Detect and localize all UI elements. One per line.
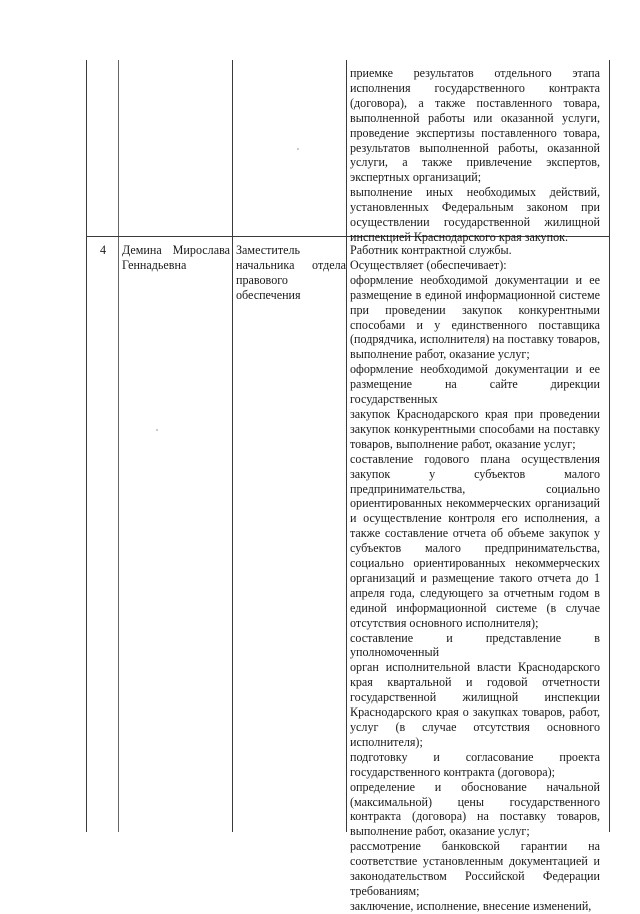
duties-line: результатов выполненной работы, оказанной: [350, 140, 600, 155]
duties-line: размещение в единой информационной системе: [350, 287, 600, 302]
duties-line: осуществлении государственной жилищной: [350, 215, 600, 230]
duties-line: государственной жилищной инспекции: [350, 690, 600, 705]
duties-line: соответствие установленным документацией и: [350, 854, 600, 869]
duties-line: и осуществление контроля его исполнения, а: [350, 511, 600, 526]
table-border-left: [86, 60, 87, 832]
duties-line: законодательством Российской Федерации: [350, 869, 600, 884]
table-border-num-name: [118, 60, 119, 832]
duties-line: выполненной работы или оказанной услуги,: [350, 110, 600, 125]
duties-line: предпринимательства, социально: [350, 481, 600, 496]
duties-line: исполнения государственного контракта: [350, 80, 600, 95]
employee-position: [236, 243, 346, 303]
duties-line: заключение, исполнение, внесение изменений,: [350, 898, 592, 913]
duties-line: рассмотрение банковской гарантии на: [350, 839, 600, 854]
duties-line: апреля года, следующего за отчетным годом в: [350, 585, 600, 600]
duties-line: выполнение иных необходимых действий,: [350, 185, 600, 200]
duties-line: отсутствия основного исполнителя);: [350, 615, 539, 630]
duties-line: экспертных организаций;: [350, 170, 482, 185]
duties-line: услуги, а также привлечение экспертов,: [350, 155, 600, 170]
duties-line: Осуществляет (обеспечивает):: [350, 257, 507, 272]
duties-line: организаций и размещение такого отчета до 1: [350, 570, 600, 585]
duties-line: закупок Краснодарского края при проведении: [350, 406, 600, 421]
duties-line: также составление отчета об объеме закупок у: [350, 526, 600, 541]
table-border-position-duties: [346, 60, 347, 832]
duties-line: оформление необходимой документации и ее: [350, 362, 600, 377]
duties-line: выполнение работ, оказание услуг;: [350, 824, 530, 839]
duties-line: закупок конкурентными способами на поставку: [350, 421, 600, 436]
duties-line: при проведении закупок конкурентными: [350, 302, 600, 317]
duties-line: (максимальной) цены государственного: [350, 794, 600, 809]
duties-line: орган исполнительной власти Краснодарского: [350, 660, 600, 675]
duties-line: субъектов малого предпринимательства,: [350, 541, 600, 556]
scan-speck: [297, 148, 299, 150]
row-number: 4: [99, 243, 107, 257]
duties-line: единой информационной системе (в случае: [350, 600, 600, 615]
duties-line: приемке результатов отдельного этапа: [350, 66, 600, 80]
duties-line: закупок у субъектов малого: [350, 466, 600, 481]
duties-line: проведение экспертизы поставленного товара,: [350, 125, 600, 140]
duties-line: подготовку и согласование проекта: [350, 749, 600, 764]
duties-line: установленных Федеральным законом при: [350, 200, 600, 215]
duties-line: социально ориентированных некоммерческих: [350, 556, 600, 571]
duties-line: исполнителя);: [350, 734, 423, 749]
duties-line: Работник контрактной службы.: [350, 243, 512, 257]
duties-line: ориентированных некоммерческих организаций: [350, 496, 600, 511]
duties-line: государственного контракта (договора);: [350, 764, 556, 779]
duties-line: оформление необходимой документации и ее: [350, 272, 600, 287]
duties-line: товаров, выполнение работ, оказание услуг;: [350, 436, 576, 451]
employee-name: [122, 243, 230, 273]
position-line: обеспечения: [236, 287, 301, 302]
position-line: начальника отдела: [236, 257, 346, 272]
position-line: Заместитель: [236, 243, 301, 257]
table-border-name-position: [232, 60, 233, 832]
duties-line: выполнение работ, оказание услуг;: [350, 347, 530, 362]
duties-line: определение и обоснование начальной: [350, 779, 600, 794]
duties-line: контракта (договора) на поставку товаров,: [350, 809, 600, 824]
name-line: Демина Мирослава: [122, 243, 230, 257]
duties-line: составление и представление в уполномоченный: [350, 630, 600, 660]
duties-line: размещение на сайте дирекции государственных: [350, 377, 600, 407]
duties-line: (подрядчика, исполнителя) на поставку товаров,: [350, 332, 600, 347]
duties-line: составление годового плана осуществления: [350, 451, 600, 466]
position-line: правового: [236, 272, 288, 287]
table-border-right: [609, 60, 610, 832]
duties-line: (договора), а также поставленного товара,: [350, 95, 600, 110]
employee-duties: [350, 243, 600, 914]
duties-continuation: [350, 66, 600, 245]
duties-line: инспекцией Краснодарского края закупок.: [350, 229, 569, 244]
name-line: Геннадьевна: [122, 257, 187, 272]
duties-line: услуг (в случае отсутствия основного: [350, 720, 600, 734]
duties-line: требованиям;: [350, 883, 420, 898]
duties-line: края квартальной и годовой отчетности: [350, 675, 600, 690]
scan-speck: [156, 429, 158, 431]
duties-line: Краснодарского края о закупках товаров, работ,: [350, 705, 600, 720]
duties-line: способами и у единственного поставщика: [350, 317, 600, 332]
